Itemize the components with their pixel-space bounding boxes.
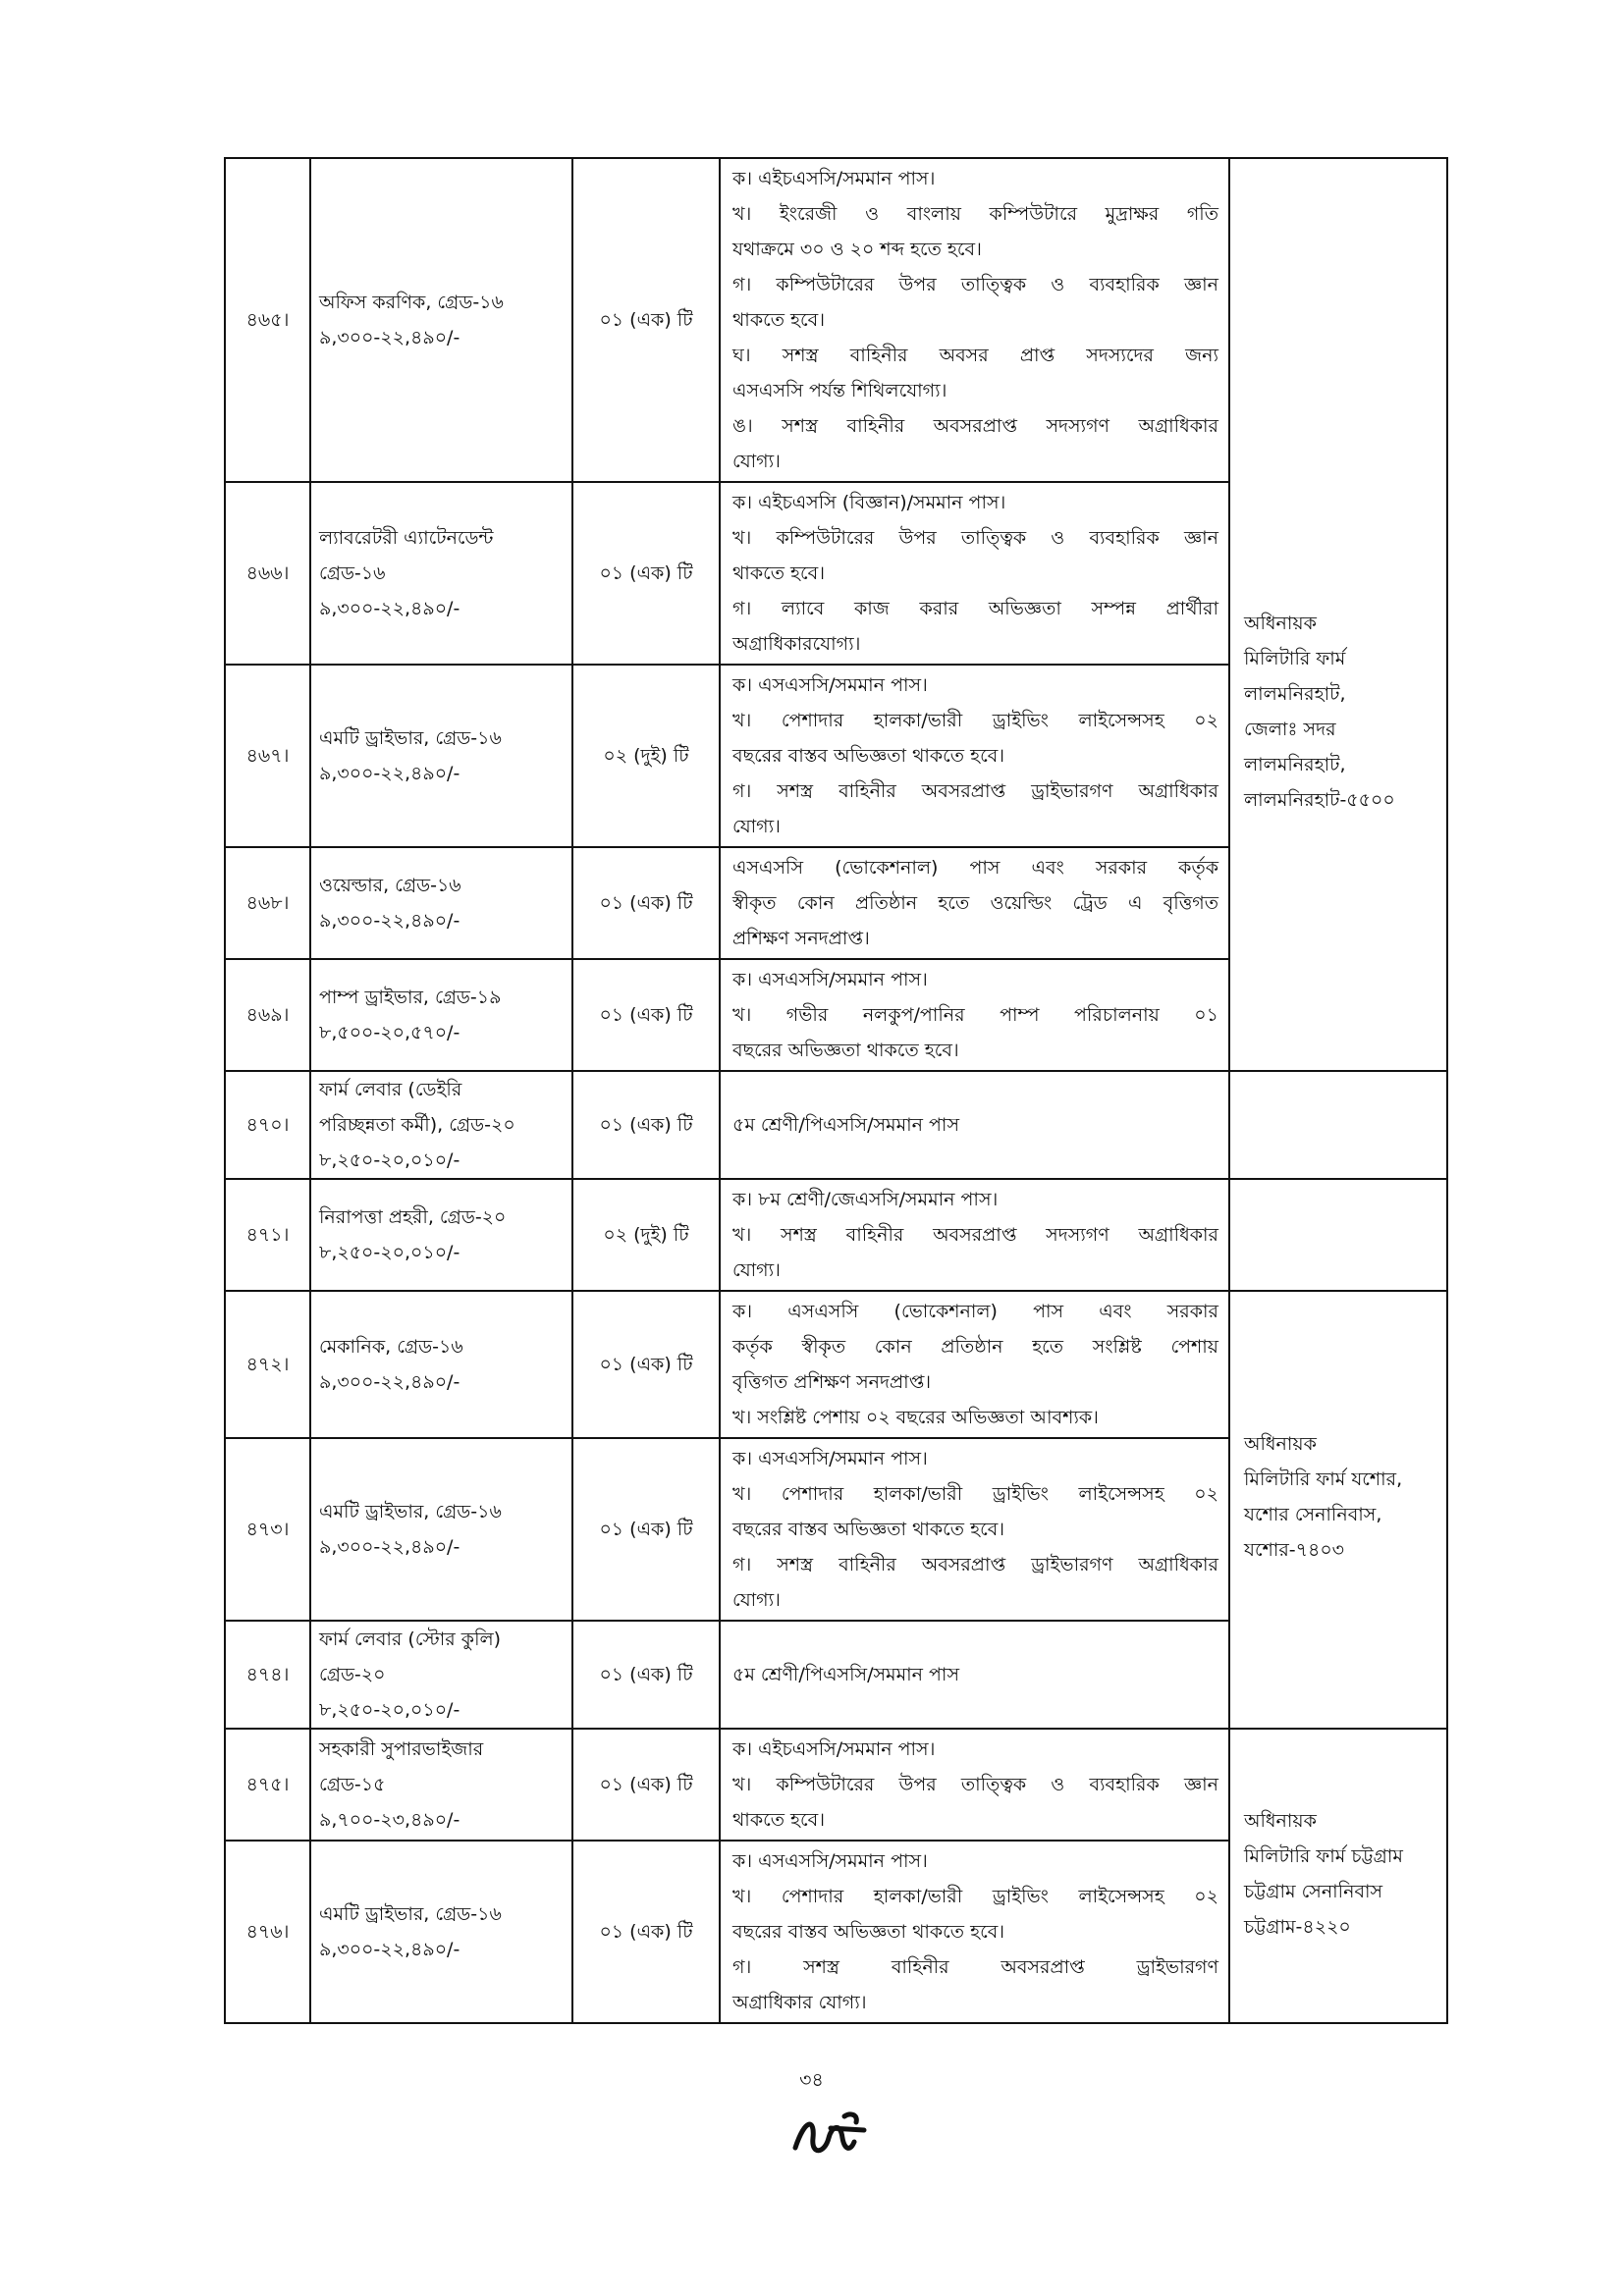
vacancy-count: ০১ (এক) টি xyxy=(572,847,720,959)
post-line: গ্রেড-২০ xyxy=(319,1664,386,1685)
requirement-line: খ। সংশ্লিষ্ট পেশায় ০২ বছরের অভিজ্ঞতা আবশ্যক। xyxy=(732,1407,1099,1428)
table-row xyxy=(225,1179,1447,1291)
requirement-line: যোগ্য। xyxy=(732,1589,781,1611)
table-row xyxy=(225,1071,1447,1179)
requirement-line: ক। এইচএসসি/সমমান পাস। xyxy=(732,168,936,189)
requirement-line: যোগ্য। xyxy=(732,451,781,472)
requirement-line: যোগ্য। xyxy=(732,816,781,837)
requirement-line: ক। এসএসসি/সমমান পাস। xyxy=(732,1448,928,1469)
office-line: জেলাঃ সদর xyxy=(1244,719,1336,740)
requirement-line: ক। এসএসসি/সমমান পাস। xyxy=(732,1850,928,1872)
table-row xyxy=(225,1729,1447,1841)
post-line: মেকানিক, গ্রেড-১৬ xyxy=(319,1336,463,1358)
requirement-line: খ। পেশাদার হালকা/ভারী ড্রাইভিং লাইসেন্সসহ ০২ xyxy=(732,710,1218,731)
vacancy-count: ০১ (এক) টি xyxy=(572,482,720,665)
serial-number: ৪৭২। xyxy=(225,1291,310,1438)
serial-number: ৪৭৬। xyxy=(225,1841,310,2023)
requirement-line: খ। কম্পিউটারের উপর তাত্ত্বিক ও ব্যবহারিক জ্ঞান xyxy=(732,527,1218,549)
requirement-line: ৫ম শ্রেণী/পিএসসি/সমমান পাস xyxy=(732,1664,959,1685)
office-line: অধিনায়ক xyxy=(1244,1433,1317,1455)
appointing-office-empty xyxy=(1229,1071,1447,1179)
office-line: মিলিটারি ফার্ম চট্টগ্রাম xyxy=(1244,1845,1403,1867)
office-line: অধিনায়ক xyxy=(1244,1810,1317,1832)
post-line: এমটি ড্রাইভার, গ্রেড-১৬ xyxy=(319,1903,502,1925)
page-number: ৩৪ xyxy=(799,2069,824,2091)
requirement-line: বৃত্তিগত প্রশিক্ষণ সনদপ্রাপ্ত। xyxy=(732,1371,932,1393)
serial-number: ৪৭০। xyxy=(225,1071,310,1179)
requirement-line: স্বীকৃত কোন প্রতিষ্ঠান হতে ওয়েল্ডিং ট্রেড এ বৃত্তিগত xyxy=(732,892,1218,914)
serial-number: ৪৬৬। xyxy=(225,482,310,665)
requirement-line: থাকতে হবে। xyxy=(732,562,826,584)
office-line: লালমনিরহাট-৫৫০০ xyxy=(1244,789,1395,811)
serial-number: ৪৭১। xyxy=(225,1179,310,1291)
post-line: ওয়েল্ডার, গ্রেড-১৬ xyxy=(319,875,461,896)
requirement-line: বছরের বাস্তব অভিজ্ঞতা থাকতে হবে। xyxy=(732,745,1005,767)
post-line: ৯,৩০০-২২,৪৯০/- xyxy=(319,1371,460,1393)
post-name-and-grade xyxy=(310,1621,572,1729)
post-line: ৮,২৫০-২০,০১০/- xyxy=(319,1149,460,1171)
requirement-line: ক। এসএসসি/সমমান পাস। xyxy=(732,674,928,696)
vacancy-count: ০১ (এক) টি xyxy=(572,1438,720,1621)
post-line: নিরাপত্তা প্রহরী, গ্রেড-২০ xyxy=(319,1206,507,1228)
requirement-line: যোগ্য। xyxy=(732,1259,781,1281)
office-line: চট্টগ্রাম সেনানিবাস xyxy=(1244,1881,1383,1902)
table-row xyxy=(225,158,1447,482)
post-line: ৮,২৫০-২০,০১০/- xyxy=(319,1242,460,1263)
requirement-line: ক। এসএসসি (ভোকেশনাল) পাস এবং সরকার xyxy=(732,1301,1218,1322)
requirement-line: ঘ। সশস্ত্র বাহিনীর অবসর প্রাপ্ত সদস্যদের জন্য xyxy=(732,345,1218,366)
requirement-line: গ। ল্যাবে কাজ করার অভিজ্ঞতা সম্পন্ন প্রার্থীরা xyxy=(732,598,1218,619)
post-name-and-grade xyxy=(310,482,572,665)
serial-number: ৪৭৩। xyxy=(225,1438,310,1621)
serial-number: ৪৬৯। xyxy=(225,959,310,1071)
post-line: ৯,৩০০-২২,৪৯০/- xyxy=(319,598,460,619)
requirement-line: ক। এসএসসি/সমমান পাস। xyxy=(732,969,928,990)
appointing-office xyxy=(1229,1729,1447,2023)
requirement-line: খ। পেশাদার হালকা/ভারী ড্রাইভিং লাইসেন্সসহ ০২ xyxy=(732,1886,1218,1907)
requirement-line: ৫ম শ্রেণী/পিএসসি/সমমান পাস xyxy=(732,1114,959,1136)
appointing-office xyxy=(1229,158,1447,1071)
post-line: গ্রেড-১৫ xyxy=(319,1774,386,1795)
requirement-line: কর্তৃক স্বীকৃত কোন প্রতিষ্ঠান হতে সংশ্লিষ্ট পেশায় xyxy=(732,1336,1218,1358)
requirements xyxy=(720,847,1229,959)
requirements xyxy=(720,665,1229,847)
appointing-office xyxy=(1229,1291,1447,1729)
post-name-and-grade xyxy=(310,1729,572,1841)
serial-number: ৪৬৮। xyxy=(225,847,310,959)
serial-number: ৪৭৫। xyxy=(225,1729,310,1841)
post-line: ৯,৩০০-২২,৪৯০/- xyxy=(319,1939,460,1960)
post-line: পাম্প ড্রাইভার, গ্রেড-১৯ xyxy=(319,987,502,1008)
requirements xyxy=(720,158,1229,482)
requirement-line: খ। সশস্ত্র বাহিনীর অবসরপ্রাপ্ত সদস্যগণ অগ্রাধিকার xyxy=(732,1224,1218,1246)
post-line: অফিস করণিক, গ্রেড-১৬ xyxy=(319,292,504,313)
post-line: ৯,৩০০-২২,৪৯০/- xyxy=(319,1536,460,1558)
post-line: ৯,৩০০-২২,৪৯০/- xyxy=(319,327,460,348)
post-line: সহকারী সুপারভাইজার xyxy=(319,1738,484,1760)
post-line: ফার্ম লেবার (স্টোর কুলি) xyxy=(319,1629,502,1650)
post-name-and-grade xyxy=(310,1179,572,1291)
office-line: মিলিটারি ফার্ম যশোর, xyxy=(1244,1468,1403,1490)
requirement-line: প্রশিক্ষণ সনদপ্রাপ্ত। xyxy=(732,928,870,949)
requirements xyxy=(720,482,1229,665)
post-name-and-grade xyxy=(310,959,572,1071)
office-line: অধিনায়ক xyxy=(1244,613,1317,634)
post-name-and-grade xyxy=(310,158,572,482)
signature-mark xyxy=(785,2109,874,2167)
requirement-line: গ। সশস্ত্র বাহিনীর অবসরপ্রাপ্ত ড্রাইভারগণ অগ্রাধিকার xyxy=(732,780,1218,802)
requirement-line: এসএসসি (ভোকেশনাল) পাস এবং সরকার কর্তৃক xyxy=(732,857,1218,879)
requirements xyxy=(720,1179,1229,1291)
requirement-line: খ। কম্পিউটারের উপর তাত্ত্বিক ও ব্যবহারিক জ্ঞান xyxy=(732,1774,1218,1795)
requirement-line: অগ্রাধিকারযোগ্য। xyxy=(732,633,861,655)
post-line: ৯,৩০০-২২,৪৯০/- xyxy=(319,763,460,784)
requirement-line: থাকতে হবে। xyxy=(732,309,826,331)
post-name-and-grade xyxy=(310,847,572,959)
post-line: ল্যাবরেটরী এ্যাটেনডেন্ট xyxy=(319,527,494,549)
post-name-and-grade xyxy=(310,1438,572,1621)
requirement-line: খ। ইংরেজী ও বাংলায় কম্পিউটারে মুদ্রাক্ষর গতি xyxy=(732,203,1218,225)
serial-number: ৪৬৭। xyxy=(225,665,310,847)
office-line: লালমনিরহাট, xyxy=(1244,683,1346,705)
serial-number: ৪৭৪। xyxy=(225,1621,310,1729)
office-line: চট্টগ্রাম-৪২২০ xyxy=(1244,1916,1351,1938)
post-line: পরিচ্ছন্নতা কর্মী), গ্রেড-২০ xyxy=(319,1114,515,1136)
requirement-line: খ। গভীর নলকুপ/পানির পাম্প পরিচালনায় ০১ xyxy=(732,1004,1218,1026)
requirements xyxy=(720,1071,1229,1179)
vacancy-count: ০১ (এক) টি xyxy=(572,1621,720,1729)
office-line: যশোর-৭৪০৩ xyxy=(1244,1539,1345,1561)
table-row xyxy=(225,1291,1447,1438)
requirements xyxy=(720,1621,1229,1729)
vacancy-count: ০১ (এক) টি xyxy=(572,1841,720,2023)
serial-number: ৪৬৫। xyxy=(225,158,310,482)
requirement-line: ক। এইচএসসি/সমমান পাস। xyxy=(732,1738,936,1760)
requirement-line: বছরের বাস্তব অভিজ্ঞতা থাকতে হবে। xyxy=(732,1519,1005,1540)
post-line: ফার্ম লেবার (ডেইরি xyxy=(319,1079,462,1100)
requirement-line: গ। সশস্ত্র বাহিনীর অবসরপ্রাপ্ত ড্রাইভারগণ xyxy=(732,1956,1218,1978)
post-line: ৮,২৫০-২০,০১০/- xyxy=(319,1699,460,1721)
requirements xyxy=(720,1291,1229,1438)
vacancy-count: ০২ (দুই) টি xyxy=(572,665,720,847)
vacancy-count: ০২ (দুই) টি xyxy=(572,1179,720,1291)
requirement-line: যথাক্রমে ৩০ ও ২০ শব্দ হতে হবে। xyxy=(732,239,982,260)
post-line: এমটি ড্রাইভার, গ্রেড-১৬ xyxy=(319,1501,502,1522)
post-name-and-grade xyxy=(310,665,572,847)
requirement-line: থাকতে হবে। xyxy=(732,1809,826,1831)
vacancy-count: ০১ (এক) টি xyxy=(572,1291,720,1438)
post-line: গ্রেড-১৬ xyxy=(319,562,386,584)
appointing-office-empty xyxy=(1229,1179,1447,1291)
post-line: এমটি ড্রাইভার, গ্রেড-১৬ xyxy=(319,727,502,749)
table-body xyxy=(225,158,1447,2023)
post-line: ৮,৫০০-২০,৫৭০/- xyxy=(319,1022,460,1043)
post-line: ৯,৩০০-২২,৪৯০/- xyxy=(319,910,460,932)
post-name-and-grade xyxy=(310,1291,572,1438)
requirement-line: অগ্রাধিকার যোগ্য। xyxy=(732,1992,867,2013)
vacancy-count: ০১ (এক) টি xyxy=(572,959,720,1071)
office-line: লালমনিরহাট, xyxy=(1244,754,1346,775)
post-name-and-grade xyxy=(310,1071,572,1179)
requirement-line: বছরের অভিজ্ঞতা থাকতে হবে। xyxy=(732,1040,959,1061)
vacancy-count: ০১ (এক) টি xyxy=(572,1729,720,1841)
post-line: ৯,৭০০-২৩,৪৯০/- xyxy=(319,1809,460,1831)
requirement-line: ক। ৮ম শ্রেণী/জেএসসি/সমমান পাস। xyxy=(732,1189,999,1210)
requirement-line: ঙ। সশস্ত্র বাহিনীর অবসরপ্রাপ্ত সদস্যগণ অগ্রাধিকার xyxy=(732,415,1218,437)
requirements xyxy=(720,1729,1229,1841)
vacancy-count: ০১ (এক) টি xyxy=(572,1071,720,1179)
requirements xyxy=(720,959,1229,1071)
requirement-line: খ। পেশাদার হালকা/ভারী ড্রাইভিং লাইসেন্সসহ ০২ xyxy=(732,1483,1218,1505)
requirement-line: গ। কম্পিউটারের উপর তাত্ত্বিক ও ব্যবহারিক জ্ঞান xyxy=(732,274,1218,295)
requirement-line: গ। সশস্ত্র বাহিনীর অবসরপ্রাপ্ত ড্রাইভারগণ অগ্রাধিকার xyxy=(732,1554,1218,1575)
office-line: যশোর সেনানিবাস, xyxy=(1244,1504,1382,1525)
recruitment-table xyxy=(224,157,1448,2024)
office-line: মিলিটারি ফার্ম xyxy=(1244,648,1346,669)
post-name-and-grade xyxy=(310,1841,572,2023)
requirements xyxy=(720,1438,1229,1621)
requirements xyxy=(720,1841,1229,2023)
requirement-line: এসএসসি পর্যন্ত শিথিলযোগ্য। xyxy=(732,380,947,401)
requirement-line: ক। এইচএসসি (বিজ্ঞান)/সমমান পাস। xyxy=(732,492,1006,513)
vacancy-count: ০১ (এক) টি xyxy=(572,158,720,482)
requirement-line: বছরের বাস্তব অভিজ্ঞতা থাকতে হবে। xyxy=(732,1921,1005,1943)
